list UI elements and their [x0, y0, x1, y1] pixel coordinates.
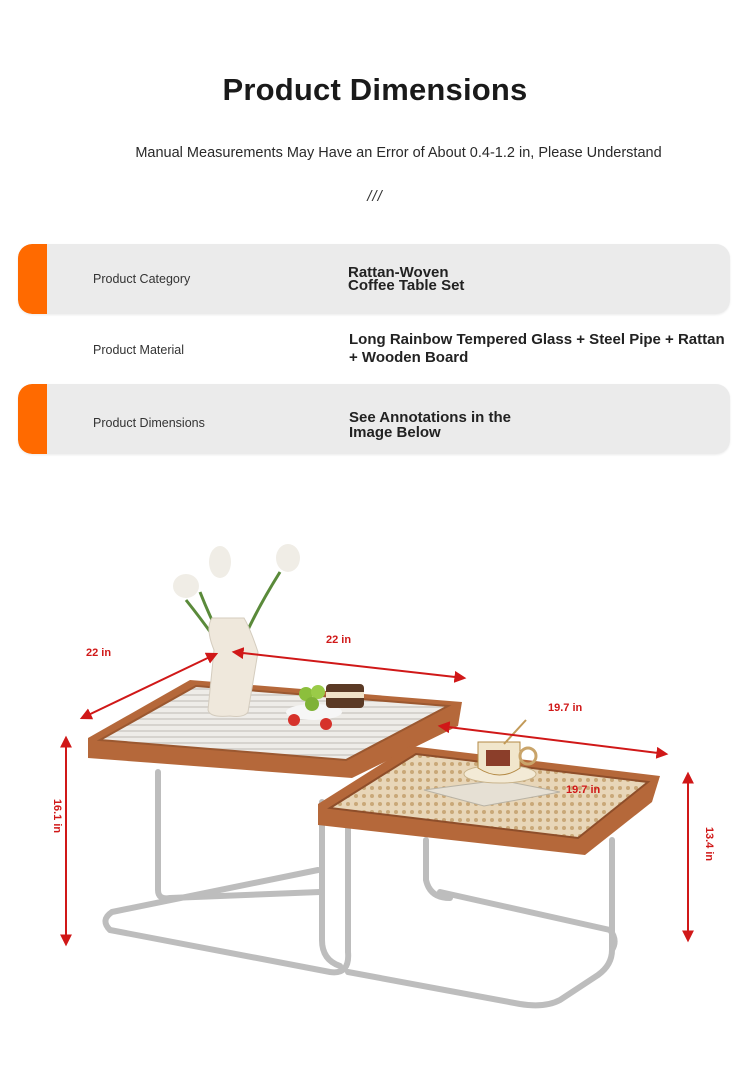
accent-bar	[18, 244, 47, 314]
spec-label: Product Material	[93, 343, 185, 357]
dimension-label-small-depth: 19.7 in	[566, 784, 601, 796]
spec-value-line2: Coffee Table Set	[348, 277, 465, 294]
coffee-table-illustration	[0, 520, 750, 1040]
spec-value-line1: See Annotations in the	[349, 409, 511, 426]
spec-row-category	[18, 244, 730, 314]
dimension-label-large-width: 22 in	[326, 634, 352, 646]
spec-value-line1: Rattan-Woven	[348, 264, 449, 281]
spec-value-line2: + Wooden Board	[349, 349, 469, 366]
spec-value-line1: Long Rainbow Tempered Glass + Steel Pipe + Rattan	[349, 331, 725, 348]
page-title: Product Dimensions	[222, 72, 528, 107]
divider-mark: ///	[367, 188, 383, 205]
dimension-label-large-height: 16.1 in	[51, 798, 64, 834]
dimension-label-small-width: 19.7 in	[548, 702, 583, 714]
spec-row-material	[18, 314, 730, 384]
accent-bar	[18, 384, 47, 454]
spec-label: Product Category	[93, 272, 191, 286]
page-subtitle: Manual Measurements May Have an Error of About 0.4-1.2 in, Please Understand	[135, 145, 662, 161]
dimension-label-large-depth: 22 in	[86, 647, 112, 659]
dimension-label-small-height: 13.4 in	[703, 826, 716, 862]
spec-value-line2: Image Below	[349, 424, 441, 441]
spec-label: Product Dimensions	[93, 416, 205, 430]
spec-row-dimensions	[18, 384, 730, 454]
product-image	[0, 520, 750, 1040]
